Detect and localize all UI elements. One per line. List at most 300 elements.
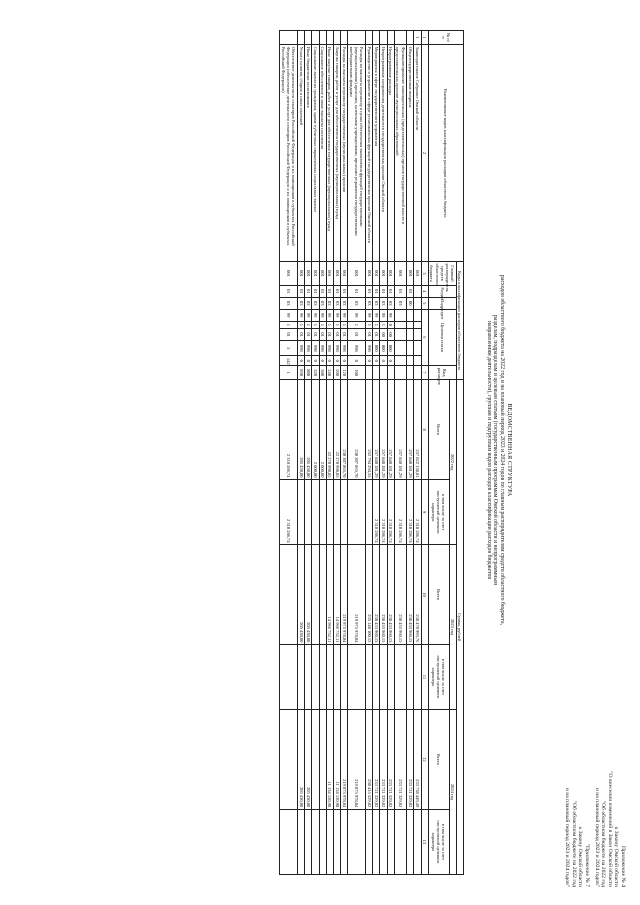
row-num-cell (333, 31, 340, 45)
title-line-4: направлениям деятельности), группам и подгруппам видов расходов классификации расходов бюджетов (485, 320, 492, 580)
row-total-2023-cell: 205 430,00 (305, 545, 312, 645)
row-total-2023-cell: 219 975 978,04 (348, 545, 366, 645)
row-podrazdel-cell: 03 (326, 297, 333, 309)
row-target-cell: 0 (341, 356, 348, 366)
row-podrazdel-cell: 03 (297, 297, 304, 309)
row-target-cell: 01 (373, 329, 380, 341)
row-num-cell (380, 31, 387, 45)
row-incl-2024-cell (333, 809, 340, 874)
row-incl-2024-cell (414, 809, 421, 874)
row-target-cell (414, 321, 421, 329)
row-razdel-cell: 01 (297, 285, 304, 297)
row-vid-cell: 300 (319, 366, 326, 380)
row-razdel-cell: 01 (312, 285, 319, 297)
row-incl-2023-cell (380, 644, 387, 709)
column-index-cell: 13 (421, 809, 428, 874)
row-target-cell: 99 (326, 309, 333, 321)
row-target-cell: 99 (365, 309, 372, 321)
row-incl-2022-cell: 2 310 286,74 (373, 480, 380, 545)
row-glav-cell: 001 (387, 262, 394, 286)
row-total-2024-cell: 233 738 449,49 (414, 709, 421, 809)
column-index-cell: 1 (421, 31, 428, 45)
row-target-cell: 01 (319, 329, 326, 341)
row-num-cell (373, 31, 380, 45)
row-vid-cell (380, 366, 387, 380)
row-glav-cell: 001 (297, 262, 304, 286)
row-total-2022-cell: 230 307 865,70 (341, 380, 348, 480)
row-glav-cell: 001 (341, 262, 348, 286)
incl-2023-header: в том числе за счет поступлений целевого характера (428, 644, 449, 709)
row-target-cell (414, 356, 421, 366)
row-incl-2022-cell (365, 480, 372, 545)
row-total-2023-cell (312, 545, 319, 645)
title-line-2: расходов областного бюджета на 2022 год и на плановый период 2023 и 2024 годов по главным распорядителям средств областного бюджета, (499, 274, 506, 626)
row-target-cell (407, 329, 414, 341)
row-num-cell (280, 31, 298, 45)
row-target-cell: 000 (387, 341, 394, 356)
row-name-cell: Руководство и управление в сфере установленных функций государственных органов Омской области (365, 45, 372, 262)
row-incl-2023-cell (341, 644, 348, 709)
row-total-2023-cell (280, 545, 298, 645)
row-target-cell: 5 (280, 341, 298, 356)
incl-2022-header: в том числе за счет поступлений целевого характера (428, 480, 449, 545)
row-name-cell: Иные бюджетные ассигнования (305, 45, 312, 262)
row-total-2024-cell: 233 721 329,02 (407, 709, 414, 809)
row-target-cell: 01 (326, 329, 333, 341)
row-target-cell: 00 (387, 329, 394, 341)
table-row (312, 31, 319, 875)
row-incl-2022-cell (312, 480, 319, 545)
row-target-cell: 0 (348, 356, 366, 366)
row-razdel-cell: 01 (280, 285, 298, 297)
row-total-2022-cell: 257 840 181,29 (394, 380, 406, 480)
row-total-2023-cell: 219 975 978,04 (341, 545, 348, 645)
row-num-cell (319, 31, 326, 45)
row-num-cell (348, 31, 366, 45)
row-incl-2024-cell (407, 809, 414, 874)
row-name-cell: Расходы на выплаты персоналу в целях обеспечения выполнения функций государственными (муниципальными) органами, казенными учреждениями, органами управления государственными внебюджетными фондами (348, 45, 366, 262)
row-target-cell: 998 (341, 341, 348, 356)
row-target-cell: 99 (312, 309, 319, 321)
row-total-2024-cell: 205 430,00 (305, 709, 312, 809)
row-total-2022-cell: 2 310 286,74 (280, 380, 298, 480)
row-razdel-cell: 01 (326, 285, 333, 297)
row-incl-2022-cell: 2 310 286,74 (387, 480, 394, 545)
row-podrazdel-cell: 03 (365, 297, 372, 309)
row-glav-cell: 001 (380, 262, 387, 286)
row-vid-cell: 200 (333, 366, 340, 380)
row-incl-2023-cell (326, 644, 333, 709)
row-target-cell (414, 329, 421, 341)
row-podrazdel-cell: 03 (380, 297, 387, 309)
document-title (485, 140, 512, 760)
table-row (341, 31, 348, 875)
table-row (394, 31, 406, 875)
table-row (333, 31, 340, 875)
table-row (407, 31, 414, 875)
header-line: "О внесении изменений в Закон Омской области (606, 771, 613, 887)
row-podrazdel-cell: 03 (373, 297, 380, 309)
row-total-2023-cell: 238 453 960,15 (373, 545, 380, 645)
row-target-cell: 99 (373, 309, 380, 321)
row-total-2022-cell: 2 000,00 (319, 380, 326, 480)
row-num-cell (305, 31, 312, 45)
row-incl-2023-cell (348, 644, 366, 709)
header-line: "Об областном бюджете на 2022 год (570, 800, 577, 887)
header-line: Приложение № 4 (620, 846, 626, 887)
col-name-header: Наименование кодов классификации расходов областного бюджета (428, 45, 463, 262)
row-target-cell: 1 (348, 321, 366, 329)
total-2024-header: Всего (428, 709, 449, 809)
row-total-2024-cell: 230 415 529,02 (365, 709, 372, 809)
row-target-cell: 998 (365, 341, 372, 356)
row-target-cell: 99 (319, 309, 326, 321)
row-podrazdel-cell: 03 (394, 297, 406, 309)
row-target-cell: 998 (312, 341, 319, 356)
row-vid-cell: 800 (305, 366, 312, 380)
header-line: и на плановый период 2023 и 2024 годов" (593, 787, 600, 887)
row-incl-2024-cell (341, 809, 348, 874)
column-index-cell: 12 (421, 709, 428, 809)
row-glav-cell: 001 (312, 262, 319, 286)
row-total-2024-cell (312, 709, 319, 809)
row-incl-2022-cell (297, 480, 304, 545)
column-index-cell: 11 (421, 644, 428, 709)
row-name-cell: Непрограммные расходы (387, 45, 394, 262)
row-glav-cell: 001 (407, 262, 414, 286)
row-total-2023-cell: 235 148 100,15 (365, 545, 372, 645)
row-incl-2023-cell (414, 644, 421, 709)
row-target-cell (394, 321, 406, 329)
row-name-cell: Мероприятия в сфере государственного управления (373, 45, 380, 262)
row-incl-2023-cell (297, 644, 304, 709)
row-total-2022-cell: 257 840 181,29 (387, 380, 394, 480)
row-glav-cell: 001 (305, 262, 312, 286)
row-target-cell: 99 (297, 309, 304, 321)
row-vid-cell (365, 366, 372, 380)
title-line-3: разделам, подразделам и целевым статьям (государственным программам Омской области и непрограммным (492, 315, 499, 585)
row-vid-cell (373, 366, 380, 380)
row-incl-2022-cell (305, 480, 312, 545)
row-incl-2022-cell: 2 310 286,74 (414, 480, 421, 545)
row-incl-2022-cell: 2 310 286,74 (380, 480, 387, 545)
column-index-cell: 6 (421, 309, 428, 365)
row-razdel-cell: 01 (319, 285, 326, 297)
row-total-2023-cell: 238 470 993,76 (414, 545, 421, 645)
row-total-2023-cell: 205 430,00 (297, 545, 304, 645)
row-razdel-cell: 01 (407, 285, 414, 297)
total-2023-header: Всего (428, 545, 449, 645)
row-vid-cell (387, 366, 394, 380)
row-incl-2023-cell (387, 644, 394, 709)
row-target-cell: 01 (348, 329, 366, 341)
col-target-header: Целевая статья (428, 309, 456, 365)
row-podrazdel-cell: 03 (341, 297, 348, 309)
table-row (297, 31, 304, 875)
row-total-2023-cell: 238 453 960,15 (394, 545, 406, 645)
table-row (326, 31, 333, 875)
row-incl-2023-cell (312, 644, 319, 709)
row-target-cell: 0 (319, 356, 326, 366)
table-row (348, 31, 366, 875)
row-num-cell (387, 31, 394, 45)
row-vid-cell (394, 366, 406, 380)
row-target-cell: 1 (365, 321, 372, 329)
incl-2024-header: в том числе за счет поступлений целевого характера (428, 809, 449, 874)
row-podrazdel-cell: 03 (280, 297, 298, 309)
total-2022-header: Всего (428, 380, 449, 480)
row-incl-2024-cell (387, 809, 394, 874)
table-row (380, 31, 387, 875)
row-incl-2024-cell (380, 809, 387, 874)
row-target-cell: 998 (319, 341, 326, 356)
col-podrazdel-header: Подраздел (428, 297, 456, 309)
row-incl-2024-cell (297, 809, 304, 874)
row-target-cell: 1 (305, 321, 312, 329)
row-target-cell: 0 (387, 356, 394, 366)
row-target-cell: 99 (348, 309, 366, 321)
row-glav-cell: 001 (348, 262, 366, 286)
row-target-cell: 01 (297, 329, 304, 341)
row-target-cell: 1 (312, 321, 319, 329)
row-glav-cell: 001 (280, 262, 298, 286)
row-target-cell: 0 (387, 321, 394, 329)
row-target-cell: 1 (380, 321, 387, 329)
row-podrazdel-cell: 03 (333, 297, 340, 309)
row-incl-2023-cell (407, 644, 414, 709)
col-num-header: № п/п (428, 31, 463, 45)
row-target-cell: 998 (326, 341, 333, 356)
row-name-cell: Функционирование законодательных (представительных) органов государственной власти и представительных органов муниципальных образований (394, 45, 406, 262)
col-vid-header: Вид расходов (428, 366, 456, 380)
column-index-cell: 8 (421, 380, 428, 480)
row-target-cell (394, 341, 406, 356)
row-num-cell (297, 31, 304, 45)
row-incl-2022-cell (319, 480, 326, 545)
row-target-cell: 142 (280, 356, 298, 366)
row-total-2024-cell: 233 721 329,02 (387, 709, 394, 809)
table-row (319, 31, 326, 875)
row-incl-2024-cell (305, 809, 312, 874)
row-total-2024-cell: 11 134 120,98 (333, 709, 340, 809)
row-target-cell: 01 (341, 329, 348, 341)
row-incl-2024-cell (312, 809, 319, 874)
row-incl-2023-cell (319, 644, 326, 709)
row-target-cell: 0 (365, 356, 372, 366)
year-2022-header: 2022 год (449, 380, 456, 545)
row-target-cell: 99 (280, 309, 298, 321)
row-name-cell: Общегосударственные вопросы (407, 45, 414, 262)
codes-group-header: Коды классификации расходов областного бюджета (456, 262, 463, 380)
row-target-cell: 99 (341, 309, 348, 321)
row-glav-cell: 001 (333, 262, 340, 286)
row-total-2024-cell: 219 075 978,04 (348, 709, 366, 809)
row-podrazdel-cell: 03 (387, 297, 394, 309)
row-target-cell: 01 (333, 329, 340, 341)
row-target-cell: 998 (333, 341, 340, 356)
row-target-cell: 01 (312, 329, 319, 341)
row-incl-2022-cell: 2 310 286,74 (394, 480, 406, 545)
header-line: "Приложение № 7 (584, 843, 591, 887)
row-vid-cell: 100 (348, 366, 366, 380)
row-target-cell: 998 (305, 341, 312, 356)
row-target-cell: 0 (333, 356, 340, 366)
row-glav-cell: 001 (319, 262, 326, 286)
row-total-2024-cell: 233 721 329,02 (394, 709, 406, 809)
row-target-cell: 99 (380, 309, 387, 321)
row-podrazdel-cell: 03 (348, 297, 366, 309)
row-incl-2023-cell (280, 644, 298, 709)
row-target-cell: 0 (305, 356, 312, 366)
row-total-2024-cell: 233 721 329,02 (380, 709, 387, 809)
row-target-cell (407, 356, 414, 366)
row-vid-cell: 850 (297, 366, 304, 380)
row-total-2022-cell: 205 430,00 (297, 380, 304, 480)
row-name-cell: Непрограммные направления деятельности государственных органов Омской области (380, 45, 387, 262)
row-razdel-cell: 01 (341, 285, 348, 297)
header-line: к Закону Омской области (577, 826, 584, 887)
column-index-cell: 9 (421, 480, 428, 545)
row-name-cell: Расходы на выплаты персоналу государственных (муниципальных) органов (341, 45, 348, 262)
title-line-1: ВЕДОМСТВЕННАЯ СТРУКТУРА (506, 403, 512, 497)
row-name-cell: Закупка товаров, работ и услуг для обеспечения государственных (муниципальных) нужд (333, 45, 340, 262)
row-total-2022-cell: 205 430,00 (305, 380, 312, 480)
row-glav-cell: 001 (326, 262, 333, 286)
row-vid-cell: 120 (341, 366, 348, 380)
row-total-2024-cell: 11 134 120,98 (326, 709, 333, 809)
row-incl-2023-cell (365, 644, 372, 709)
row-incl-2022-cell (348, 480, 366, 545)
row-vid-cell: 240 (326, 366, 333, 380)
row-target-cell: 1 (297, 321, 304, 329)
row-incl-2023-cell (373, 644, 380, 709)
row-num-cell (312, 31, 319, 45)
row-razdel-cell: 01 (348, 285, 366, 297)
row-total-2022-cell: 22 278 998,85 (326, 380, 333, 480)
row-num-cell (407, 31, 414, 45)
row-total-2022-cell: 257 822 138,81 (414, 380, 421, 480)
col-glav-header: Главный распорядитель средств областного бюджета (429, 263, 456, 292)
row-target-cell (414, 309, 421, 321)
row-razdel-cell: 01 (373, 285, 380, 297)
row-num-cell (394, 31, 406, 45)
row-glav-cell: 001 (373, 262, 380, 286)
row-total-2023-cell: 238 453 960,15 (387, 545, 394, 645)
row-target-cell: 99 (305, 309, 312, 321)
row-target-cell: 1 (280, 321, 298, 329)
column-index-cell: 5 (421, 297, 428, 309)
column-index-cell: 3 (421, 262, 428, 286)
row-incl-2023-cell (394, 644, 406, 709)
row-target-cell: 0 (373, 356, 380, 366)
row-target-cell: 000 (380, 341, 387, 356)
row-num-cell (365, 31, 372, 45)
row-incl-2022-cell (341, 480, 348, 545)
row-target-cell (407, 321, 414, 329)
year-2024-header: 2024 год (449, 709, 456, 874)
row-name-cell: Социальные выплаты гражданам, кроме публичных нормативных социальных выплат (312, 45, 319, 262)
row-target-cell: 01 (280, 329, 298, 341)
row-incl-2024-cell (326, 809, 333, 874)
column-index-cell: 4 (421, 285, 428, 297)
row-target-cell: 1 (373, 321, 380, 329)
row-glav-cell: 001 (394, 262, 406, 286)
row-target-cell: 01 (365, 329, 372, 341)
row-incl-2023-cell (333, 644, 340, 709)
column-index-cell: 2 (421, 45, 428, 262)
row-target-cell: 0 (312, 356, 319, 366)
row-incl-2024-cell (373, 809, 380, 874)
row-total-2023-cell (319, 545, 326, 645)
row-podrazdel-cell: 03 (305, 297, 312, 309)
col-razdel-header: Раздел (428, 285, 456, 297)
row-num-cell (341, 31, 348, 45)
row-target-cell (414, 341, 421, 356)
row-razdel-cell: 01 (305, 285, 312, 297)
row-total-2024-cell: 205 430,00 (297, 709, 304, 809)
row-total-2024-cell: 219 075 978,04 (341, 709, 348, 809)
row-total-2022-cell: 252 794 294,55 (365, 380, 372, 480)
row-target-cell (394, 309, 406, 321)
header-line: "Об областном бюджете на 2022 год (600, 800, 607, 887)
row-podrazdel-cell: 00 (407, 297, 414, 309)
row-total-2022-cell: 257 840 181,29 (380, 380, 387, 480)
row-target-cell (394, 356, 406, 366)
row-razdel-cell: 01 (333, 285, 340, 297)
row-total-2024-cell: 233 721 329,02 (373, 709, 380, 809)
row-incl-2022-cell (333, 480, 340, 545)
row-razdel-cell: 01 (365, 285, 372, 297)
row-target-cell (407, 309, 414, 321)
row-incl-2024-cell (319, 809, 326, 874)
row-target-cell: 0 (297, 356, 304, 366)
row-incl-2022-cell (326, 480, 333, 545)
row-vid-cell: 1 (280, 366, 298, 380)
row-target-cell: 1 (319, 321, 326, 329)
header-line: и на плановый период 2023 и 2024 годов" (564, 787, 571, 887)
row-total-2022-cell: 22 278 998,85 (333, 380, 340, 480)
row-total-2022-cell: 2 000,00 (312, 380, 319, 480)
row-incl-2023-cell (305, 644, 312, 709)
row-razdel-cell (414, 285, 421, 297)
row-target-cell: 0 (380, 356, 387, 366)
row-num-cell (326, 31, 333, 45)
row-vid-cell: 320 (312, 366, 319, 380)
row-name-cell: Обеспечение деятельности сенаторов Российской Федерации и их помощников в субъектах Российской Федерации (обеспечение деятельности сенаторов Российской Федерации и их помощников в субъектах Российской Федерации) (280, 45, 298, 262)
row-target-cell: 0 (326, 356, 333, 366)
column-index-row (421, 31, 428, 875)
row-vid-cell (414, 366, 421, 380)
row-incl-2024-cell (348, 809, 366, 874)
year-2023-header: 2023 год (449, 545, 456, 710)
row-target-cell: 00 (380, 329, 387, 341)
row-total-2024-cell (319, 709, 326, 809)
row-glav-cell: 001 (365, 262, 372, 286)
row-target-cell: 1 (326, 321, 333, 329)
table-body (280, 31, 421, 875)
column-index-cell: 10 (421, 545, 428, 645)
sums-group-header: Сумма, рублей (456, 380, 463, 875)
column-index-cell: 7 (421, 366, 428, 380)
row-incl-2022-cell: 2 310 286,74 (407, 480, 414, 545)
table-row (414, 31, 421, 875)
budget-table (279, 30, 464, 875)
row-razdel-cell: 01 (394, 285, 406, 297)
row-name-cell: Иные закупки товаров, работ и услуг для обеспечения государственных (муниципальных) нужд (326, 45, 333, 262)
row-target-cell: 998 (348, 341, 366, 356)
row-target-cell: 99 (333, 309, 340, 321)
row-podrazdel-cell: 03 (312, 297, 319, 309)
